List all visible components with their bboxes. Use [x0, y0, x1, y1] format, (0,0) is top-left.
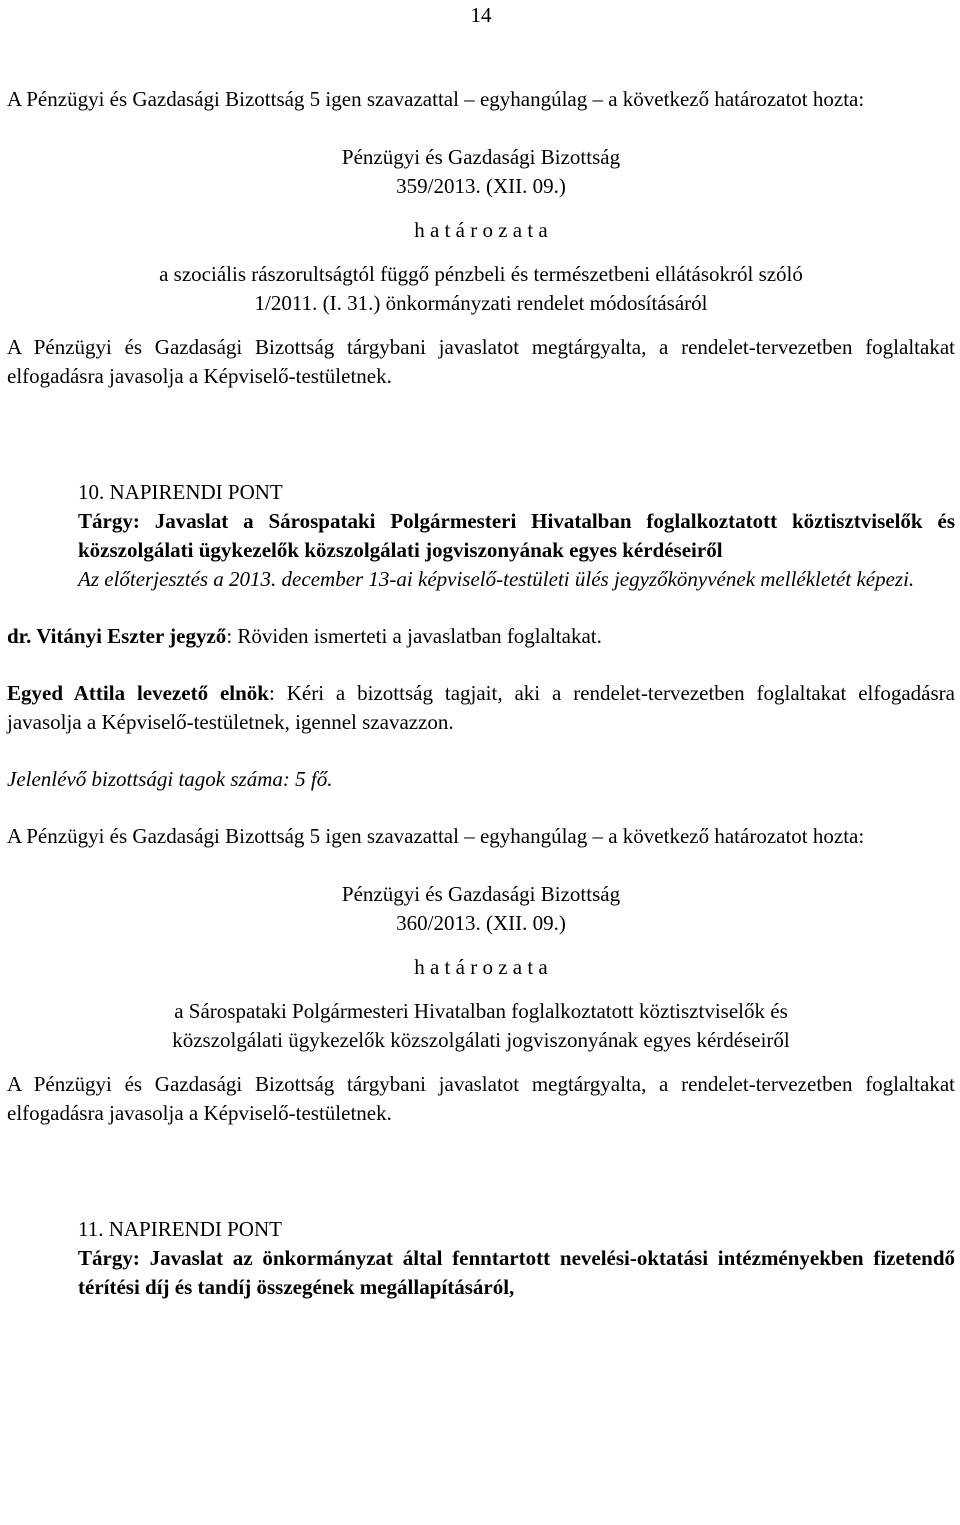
committee-name-1: Pénzügyi és Gazdasági Bizottság — [341, 145, 621, 169]
resolution-subject-2-line1: a Sárospataki Polgármesteri Hivatalban foglalkoztatott köztisztviselők és — [174, 999, 788, 1023]
resolution-subject-2-line2: közszolgálati ügykezelők közszolgálati jogviszonyának egyes kérdéseiről — [172, 1028, 790, 1052]
resolution-decision-2: A Pénzügyi és Gazdasági Bizottság tárgybani javaslatot megtárgyalta, a rendelet-tervezetben foglaltakat elfogadásra javasolja a Képviselő-testületnek. — [7, 1072, 955, 1125]
agenda-subject-11: Tárgy: Javaslat az önkormányzat által fenntartott nevelési-oktatási intézményekben fizetendő térítési díj és tandíj összegének megállapításáról, — [78, 1246, 955, 1299]
resolution-subject-1-line1: a szociális rászorultságtól függő pénzbeli és természetbeni ellátásokról szóló — [159, 262, 803, 286]
agenda-heading-11: 11. NAPIRENDI PONT — [78, 1217, 282, 1241]
speaker-statement-2 — [7, 679, 955, 737]
vote-statement-2: A Pénzügyi és Gazdasági Bizottság 5 igen szavazattal – egyhangúlag – a következő határozatot hozta: — [7, 824, 865, 848]
agenda-item-10 — [78, 478, 955, 594]
speaker-statement-1 — [7, 622, 955, 651]
page-number: 14 — [470, 3, 492, 27]
resolution-number-1: 359/2013. (XII. 09.) — [396, 174, 566, 198]
agenda-subject-10: Tárgy: Javaslat a Sárospataki Polgármesteri Hivatalban foglalkoztatott köztisztviselők és közszolgálati ügykezelők közszolgálati jogviszonyának egyes kérdéseiről — [78, 509, 955, 562]
resolution-decision-1: A Pénzügyi és Gazdasági Bizottság tárgybani javaslatot megtárgyalta, a rendelet-tervezetben foglaltakat elfogadásra javasolja a Képviselő-testületnek. — [7, 335, 955, 388]
committee-name-2: Pénzügyi és Gazdasági Bizottság — [341, 882, 621, 906]
agenda-annex-10: Az előterjesztés a 2013. december 13-ai képviselő-testületi ülés jegyzőkönyvének mellékletét képezi. — [78, 567, 915, 591]
speaker-name-2: Egyed Attila levezető elnök — [7, 681, 269, 705]
speaker-text-1: : Röviden ismerteti a javaslatban foglaltakat. — [226, 624, 602, 648]
speaker-name-1: dr. Vitányi Eszter jegyző — [7, 624, 227, 648]
document-page — [7, 0, 955, 1302]
present-members: Jelenlévő bizottsági tagok száma: 5 fő. — [7, 767, 333, 791]
resolution-title-2: h a t á r o z a t a — [414, 955, 548, 979]
resolution-number-2: 360/2013. (XII. 09.) — [396, 911, 566, 935]
agenda-item-11 — [78, 1215, 955, 1302]
vote-statement-1: A Pénzügyi és Gazdasági Bizottság 5 igen szavazattal – egyhangúlag – a következő határozatot hozta: — [7, 87, 865, 111]
agenda-heading-10: 10. NAPIRENDI PONT — [78, 480, 283, 504]
resolution-title-1: h a t á r o z a t a — [414, 218, 548, 242]
resolution-subject-1-line2: 1/2011. (I. 31.) önkormányzati rendelet módosításáról — [254, 291, 708, 315]
speaker-text-2: : Kéri a bizottság tagjait, aki a rendelet-tervezetben foglaltakat elfogadásra javasolja a Képviselő-testületnek, igennel szavazzon. — [7, 681, 955, 734]
